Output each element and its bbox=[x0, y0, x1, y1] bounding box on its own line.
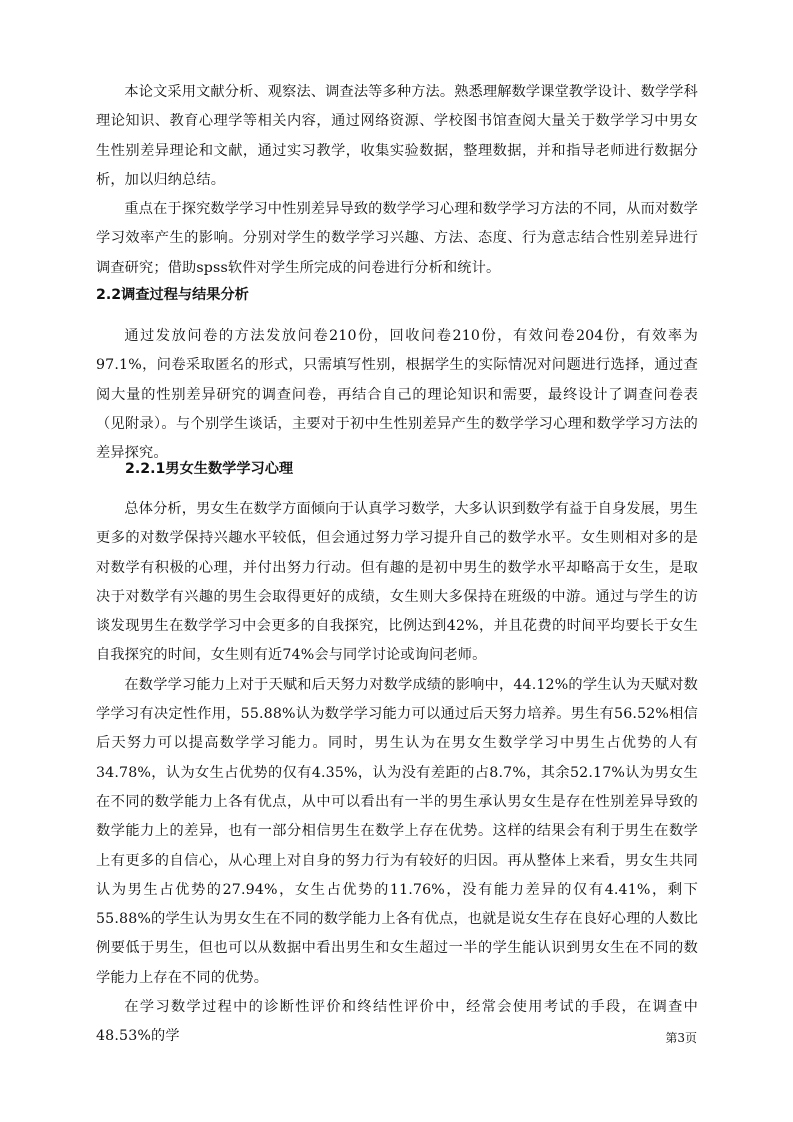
subsection-heading: 2.2.1男女生数学学习心理 bbox=[125, 461, 294, 477]
page-number: 第3页 bbox=[665, 1031, 697, 1045]
paragraph-overall-analysis: 总体分析，男女生在数学方面倾向于认真学习数学，大多认识到数学有益于自身发展，男生更多的对数学保持兴趣水平较低，但会通过努力学习提升自己的数学水平。女生则相对多的是对数学有积极的心理，并付出努力行动。但有趣的是初中男生的数学水平却略高于女生，是取决于对数学有兴趣的男生会取得更好的成绩，女生则大多保持在班级的中游。通过与学生的访谈发现男生在数学学习中会更多的自我探究，比例达到42%，并且花费的时间平均要长于女生自我探究的时间，女生则有近74%会与同学讨论或询问老师。 bbox=[96, 501, 698, 664]
paragraph-ability-analysis: 在数学学习能力上对于天赋和后天努力对数学成绩的影响中，44.12%的学生认为天赋对数学学习有决定性作用，55.88%认为数学学习能力可以通过后天努力培养。男生有56.52%相信后天努力可以提高数学学习能力。同时，男生认为在男女生数学学习中男生占优势的人有34.78%，认为女生占优势的仅有4.35%，认为没有差距的占8.7%，其余52.17%认为男女生在不同的数学能力上各有优点，从中可以看出有一半的男生承认男女生是存在性别差异导致的数学能力上的差异，也有一部分相信男生在数学上存在优势。这样的结果会有利于男生在数学上有更多的自信心，从心理上对自身的努力行为有较好的归因。再从整体上来看，男女生共同认为男生占优势的27.94%，女生占优势的11.76%，没有能力差异的仅有4.41%，剩下55.88%的学生认为男女生在不同的数学能力上各有优点，也就是说女生存在良好心理的人数比例要低于男生，但也可以从数据中看出男生和女生超过一半的学生能认识到男女生在不同的数学能力上存在不同的优势。 bbox=[96, 676, 698, 986]
analysis-block bbox=[96, 495, 698, 1052]
paragraph-survey: 通过发放问卷的方法发放问卷210份，回收问卷210份，有效问卷204份，有效率为97.1%，问卷采取匿名的形式，只需填写性别，根据学生的实际情况对问题进行选择，通过查阅大量的性别差异研究的调查问卷，再结合自己的理论知识和需要，最终设计了调查问卷表（见附录）。与个别学生谈话，主要对于初中生性别差异产生的数学学习心理和数学学习方法的差异探究。 bbox=[96, 328, 698, 462]
paragraph-focus: 重点在于探究数学学习中性别差异导致的数学学习心理和数学学习方法的不同，从而对数学学习效率产生的影响。分别对学生的数学学习兴趣、方法、态度、行为意志结合性别差异进行调查研究；借助spss软件对学生所完成的问卷进行分析和统计。 bbox=[96, 201, 698, 276]
survey-block bbox=[96, 322, 698, 468]
paragraph-evaluation: 在学习数学过程中的诊断性评价和终结性评价中，经常会使用考试的手段，在调查中48.53%的学 bbox=[96, 999, 698, 1045]
intro-block bbox=[96, 78, 698, 283]
section-heading: 2.2调查过程与结果分析 bbox=[96, 287, 249, 303]
paragraph-methods: 本论文采用文献分析、观察法、调查法等多种方法。熟悉理解数学课堂教学设计、数学学科理论知识、教育心理学等相关内容，通过网络资源、学校图书馆查阅大量关于数学学习中男女生性别差异理论和文献，通过实习教学，收集实验数据，整理数据，并和指导老师进行数据分析，加以归纳总结。 bbox=[96, 84, 698, 188]
